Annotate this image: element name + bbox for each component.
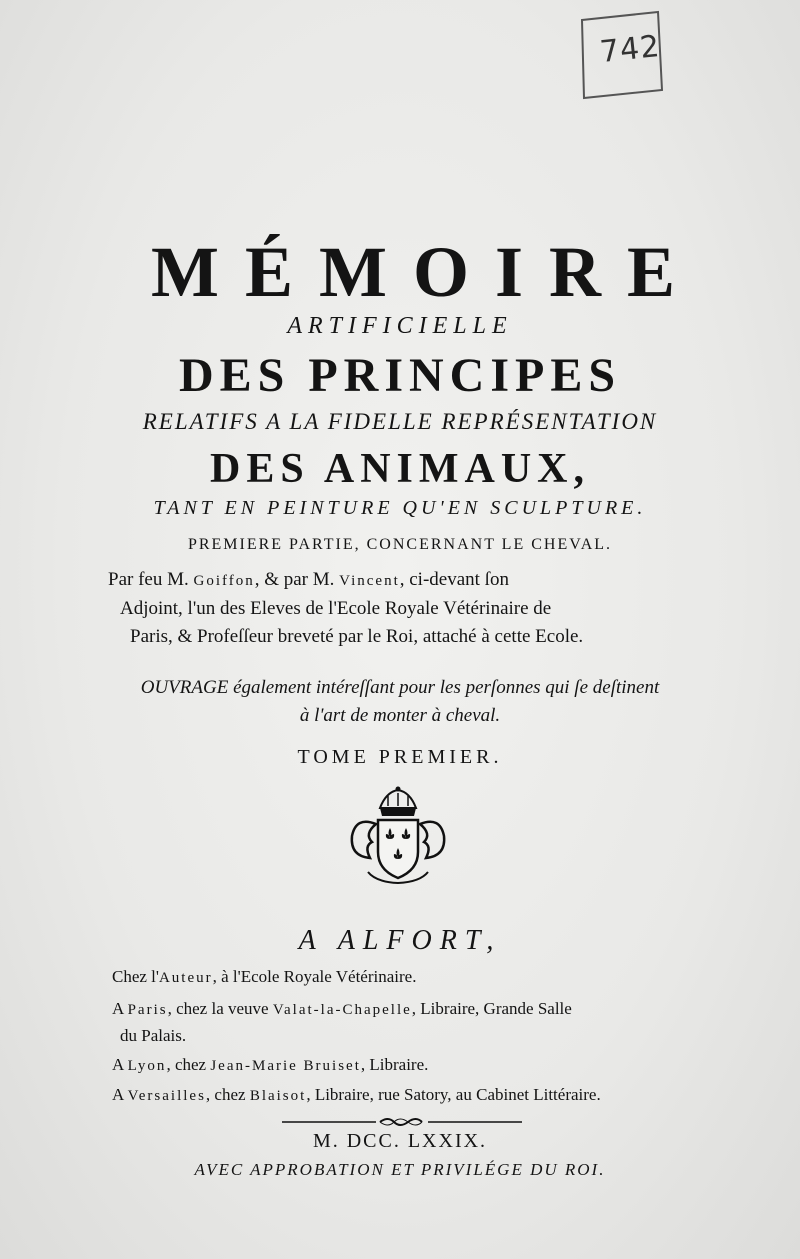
imprint-line-3: A Lyon, chez Jean-Marie Bruiset, Libraire. bbox=[112, 1055, 429, 1074]
ouvrage-line-1: OUVRAGE également intéreſſant pour les perſonnes qui ſe deſtinent bbox=[140, 677, 660, 698]
authors-line-2: Adjoint, l'un des Eleves de l'Ecole Royale Vétérinaire de bbox=[120, 598, 552, 619]
tome-heading: TOME PREMIER. bbox=[297, 746, 503, 768]
shelfmark-number: 742 bbox=[598, 28, 662, 71]
ouvrage-line-2: à l'art de monter à cheval. bbox=[299, 705, 501, 726]
royal-crest-icon bbox=[346, 786, 450, 886]
title-line-4: RELATIFS A LA FIDELLE REPRÉSENTATION bbox=[142, 409, 658, 434]
ornament-rule-icon bbox=[280, 1116, 524, 1128]
title-line-3: DES PRINCIPES bbox=[178, 349, 622, 402]
imprint-line-2: A Paris, chez la veuve Valat-la-Chapelle, Libraire, Grande Salle du Palais. bbox=[112, 999, 572, 1045]
place-of-publication: A ALFORT, bbox=[298, 925, 502, 956]
imprint-line-4: A Versailles, chez Blaisot, Libraire, rue Satory, au Cabinet Littéraire. bbox=[112, 1085, 601, 1104]
authors-paragraph bbox=[108, 566, 688, 651]
imprint-line-1: Chez l'Auteur, à l'Ecole Royale Vétérinaire. bbox=[112, 967, 417, 986]
ouvrage-paragraph bbox=[100, 674, 700, 730]
title-line-2: ARTIFICIELLE bbox=[287, 313, 513, 339]
authors-line-3: Paris, & Profeſſeur breveté par le Roi, attaché à cette Ecole. bbox=[130, 626, 584, 647]
authors-line-1: Par feu M. Goiffon, & par M. Vincent, ci-devant ſon bbox=[108, 569, 509, 590]
publication-date: M. DCC. LXXIX. bbox=[312, 1130, 488, 1152]
privilege-line: AVEC APPROBATION ET PRIVILÉGE DU ROI. bbox=[194, 1160, 606, 1179]
title-line-1: MÉMOIRE bbox=[151, 232, 701, 312]
title-line-5: DES ANIMAUX, bbox=[209, 446, 591, 492]
part-heading: PREMIERE PARTIE, CONCERNANT LE CHEVAL. bbox=[187, 536, 613, 553]
title-line-6: TANT EN PEINTURE QU'EN SCULPTURE. bbox=[153, 497, 647, 519]
